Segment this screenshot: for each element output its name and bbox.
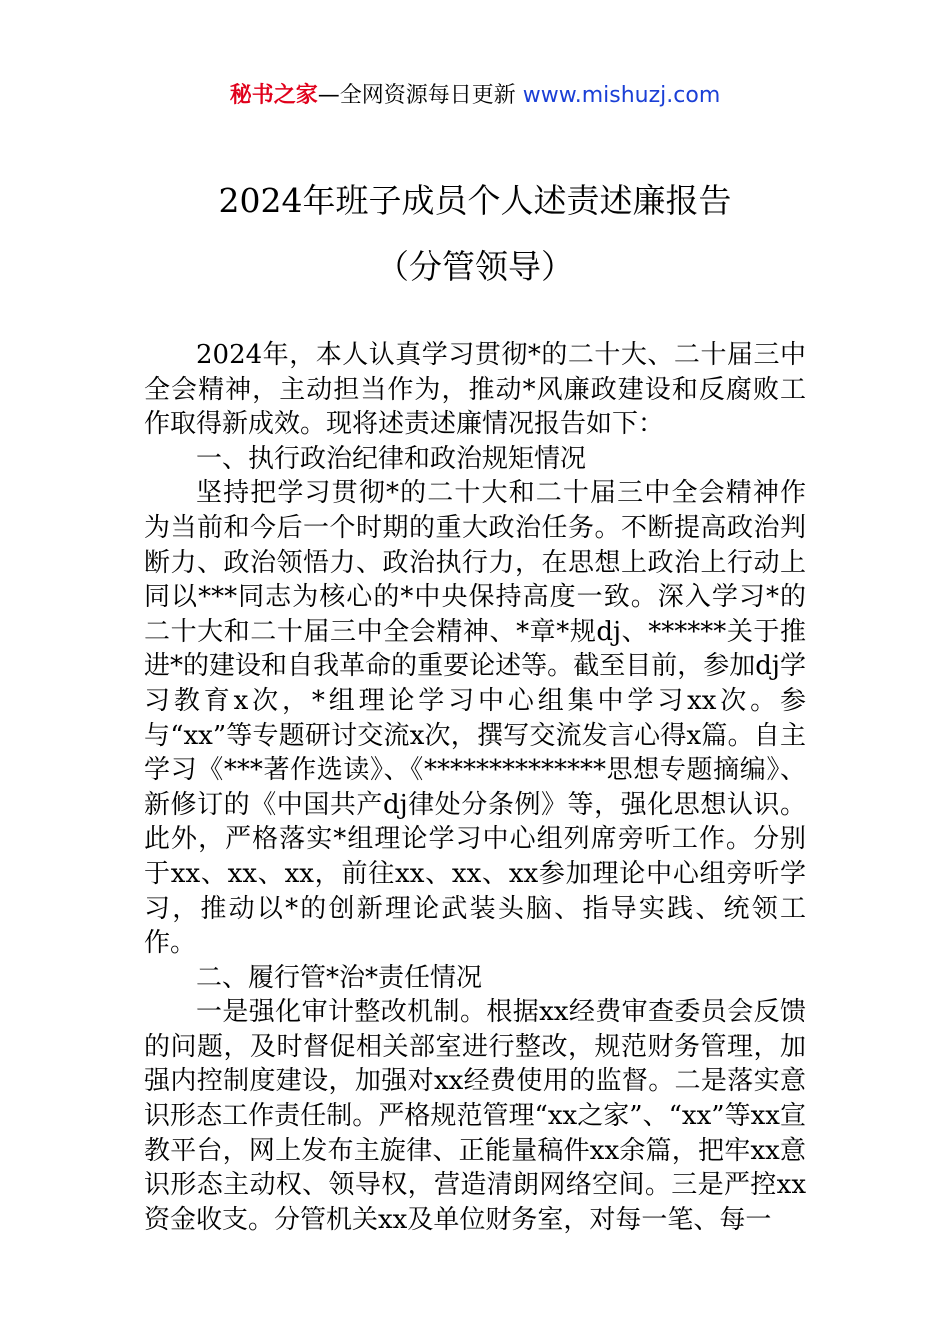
site-slogan: —全网资源每日更新 [317,83,523,108]
section-heading-1: 一、执行政治纪律和政治规矩情况 [196,443,587,474]
document-body [144,338,806,1237]
document-title: 2024年班子成员个人述责述廉报告 [218,181,732,220]
site-header [0,80,950,112]
section-heading-2: 二、履行管*治*责任情况 [196,962,483,993]
paragraph-section-1: 坚持把学习贯彻*的二十大和二十届三中全会精神作为当前和今后一个时期的重大政治任务。不断提高政治判断力、政治领悟力、政治执行力，在思想上政治上行动上同以***同志为核心的*中央保持高度一致。深入学习*的二十大和二十届三中全会精神、*章*规dj、******关于推进*的建设和自我革命的重要论述等。截至目前，参加dj学习教育x次，*组理论学习中心组集中学习xx次。参与“xx”等专题研讨交流x次，撰写交流发言心得x篇。自主学习《***著作选读》、《**************思想专题摘编》、新修订的《中国共产dj律处分条例》等，强化思想认识。此外，严格落实*组理论学习中心组列席旁听工作。分别于xx、xx、xx，前往xx、xx、xx参加理论中心组旁听学习，推动以*的创新理论武装头脑、指导实践、统领工作。 [144,478,806,959]
paragraph-section-2: 一是强化审计整改机制。根据xx经费审查委员会反馈的问题，及时督促相关部室进行整改，规范财务管理，加强内控制度建设，加强对xx经费使用的监督。二是落实意识形态工作责任制。严格规范管理“xx之家”、“xx”等xx宣教平台，网上发布主旋律、正能量稿件xx余篇，把牢xx意识形态主动权、领导权，营造清朗网络空间。三是严控xx资金收支。分管机关xx及单位财务室，对每一笔、每一 [144,997,806,1235]
document-subtitle: （分管领导） [376,247,574,286]
paragraph-intro: 2024年，本人认真学习贯彻*的二十大、二十届三中全会精神，主动担当作为，推动*风廉政建设和反腐败工作取得新成效。现将述责述廉情况报告如下： [144,340,806,440]
site-brand: 秘书之家 [229,83,318,108]
site-url[interactable]: www.mishuzj.com [522,83,721,108]
